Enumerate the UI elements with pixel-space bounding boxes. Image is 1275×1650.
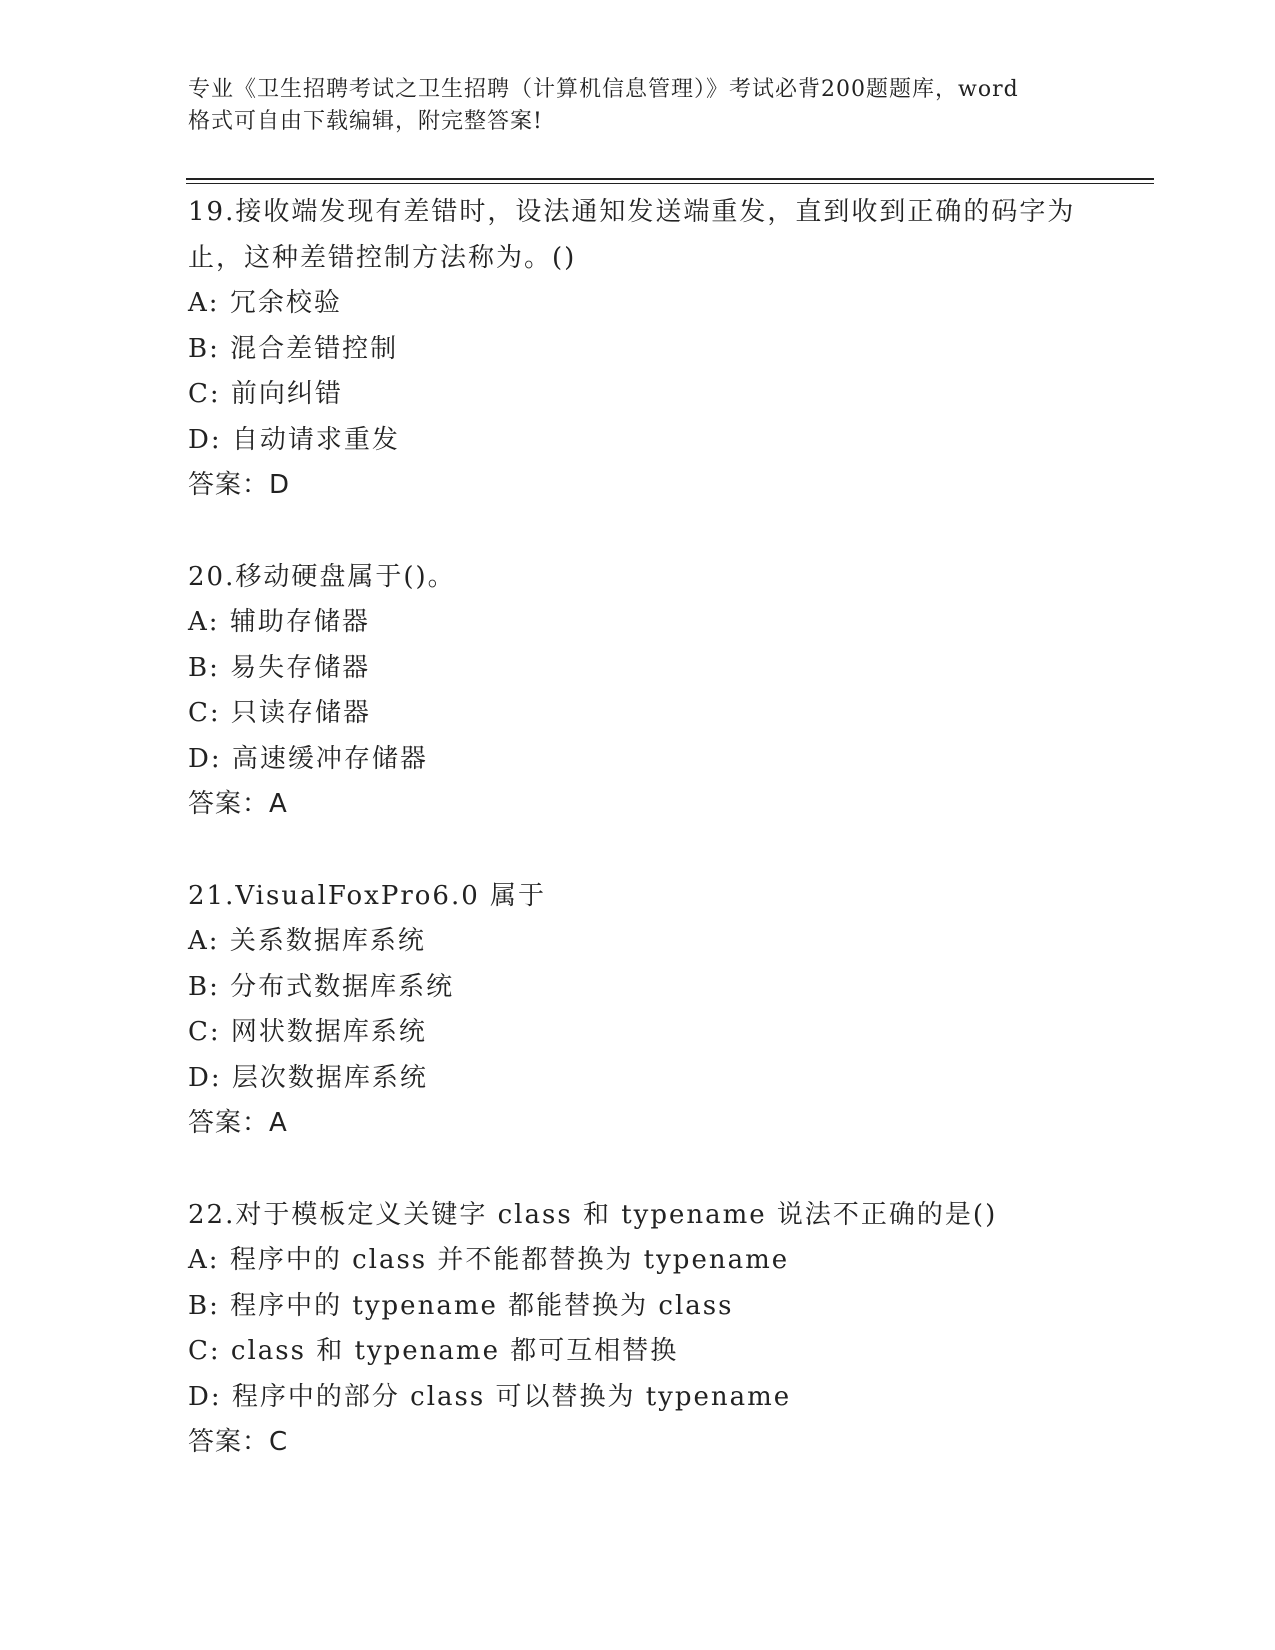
option-b bbox=[188, 965, 1108, 1011]
header-divider-thick bbox=[186, 178, 1154, 180]
option-b bbox=[188, 646, 1108, 692]
option-text: 辅助存储器 bbox=[229, 607, 370, 637]
option-b bbox=[188, 1284, 1108, 1330]
question-text bbox=[188, 555, 1108, 601]
option-text: 层次数据库系统 bbox=[231, 1062, 428, 1093]
option-a bbox=[188, 1238, 1108, 1284]
option-c bbox=[188, 691, 1108, 737]
option-text: 分布式数据库系统 bbox=[230, 971, 455, 1002]
option-text: 混合差错控制 bbox=[230, 333, 399, 364]
option-d bbox=[188, 1375, 1108, 1421]
answer-line: 答案：A bbox=[188, 1108, 288, 1138]
option-letter: C: bbox=[188, 1336, 221, 1366]
option-letter: A: bbox=[188, 288, 220, 318]
question-number: 20. bbox=[188, 561, 236, 592]
option-text: 自动请求重发 bbox=[231, 424, 400, 455]
option-letter: C: bbox=[188, 379, 221, 409]
option-text: 易失存储器 bbox=[230, 652, 371, 683]
question-body: 对于模板定义关键字 class 和 typename 说法不正确的是() bbox=[235, 1199, 998, 1230]
option-a bbox=[188, 919, 1108, 965]
option-text: class 和 typename 都可互相替换 bbox=[230, 1336, 679, 1366]
option-letter: C: bbox=[188, 1017, 221, 1047]
question-text bbox=[188, 1193, 1108, 1239]
option-letter: B: bbox=[188, 971, 220, 1002]
option-a bbox=[188, 281, 1108, 327]
document-header bbox=[188, 74, 1088, 138]
question-21 bbox=[188, 874, 1108, 1147]
option-d bbox=[188, 1056, 1108, 1102]
option-letter: B: bbox=[188, 652, 220, 683]
option-letter: C: bbox=[188, 698, 221, 728]
option-letter: D: bbox=[188, 1062, 222, 1093]
option-c bbox=[188, 372, 1108, 418]
answer-line: 答案：D bbox=[188, 470, 291, 500]
option-letter: A: bbox=[188, 1245, 220, 1275]
question-text bbox=[188, 190, 1108, 281]
header-divider-thin bbox=[186, 183, 1154, 184]
option-letter: A: bbox=[188, 926, 220, 956]
option-letter: D: bbox=[188, 1381, 222, 1412]
question-20 bbox=[188, 555, 1108, 828]
header-line-2: 格式可自由下载编辑，附完整答案! bbox=[188, 109, 543, 134]
question-19 bbox=[188, 190, 1108, 509]
option-text: 程序中的 class 并不能都替换为 typename bbox=[229, 1245, 790, 1275]
option-letter: D: bbox=[188, 424, 222, 455]
answer-line: 答案：A bbox=[188, 789, 288, 819]
question-body: 移动硬盘属于()。 bbox=[235, 561, 456, 592]
question-number: 19. bbox=[188, 197, 236, 227]
option-letter: D: bbox=[188, 743, 222, 774]
answer-line: 答案：C bbox=[188, 1427, 289, 1457]
option-text: 关系数据库系统 bbox=[229, 926, 426, 956]
option-b bbox=[188, 327, 1108, 373]
option-text: 程序中的 typename 都能替换为 class bbox=[230, 1290, 734, 1321]
option-letter: A: bbox=[188, 607, 220, 637]
option-text: 网状数据库系统 bbox=[230, 1017, 427, 1047]
option-a bbox=[188, 600, 1108, 646]
option-c bbox=[188, 1010, 1108, 1056]
question-text bbox=[188, 874, 1108, 920]
question-list bbox=[188, 190, 1108, 1512]
option-text: 冗余校验 bbox=[229, 288, 342, 318]
option-c bbox=[188, 1329, 1108, 1375]
option-text: 前向纠错 bbox=[230, 379, 343, 409]
option-text: 程序中的部分 class 可以替换为 typename bbox=[231, 1381, 792, 1412]
option-letter: B: bbox=[188, 333, 220, 364]
option-d bbox=[188, 418, 1108, 464]
question-22 bbox=[188, 1193, 1108, 1466]
question-body: VisualFoxPro6.0 属于 bbox=[235, 880, 547, 911]
question-number: 21. bbox=[188, 880, 236, 911]
option-letter: B: bbox=[188, 1290, 220, 1321]
option-d bbox=[188, 737, 1108, 783]
question-body: 接收端发现有差错时，设法通知发送端重发，直到收到正确的码字为止，这种差错控制方法称为。() bbox=[188, 197, 1076, 273]
question-number: 22. bbox=[188, 1199, 236, 1230]
option-text: 只读存储器 bbox=[230, 698, 371, 728]
header-line-1: 专业《卫生招聘考试之卫生招聘（计算机信息管理）》考试必背200题题库，word bbox=[188, 77, 1019, 102]
option-text: 高速缓冲存储器 bbox=[231, 743, 428, 774]
